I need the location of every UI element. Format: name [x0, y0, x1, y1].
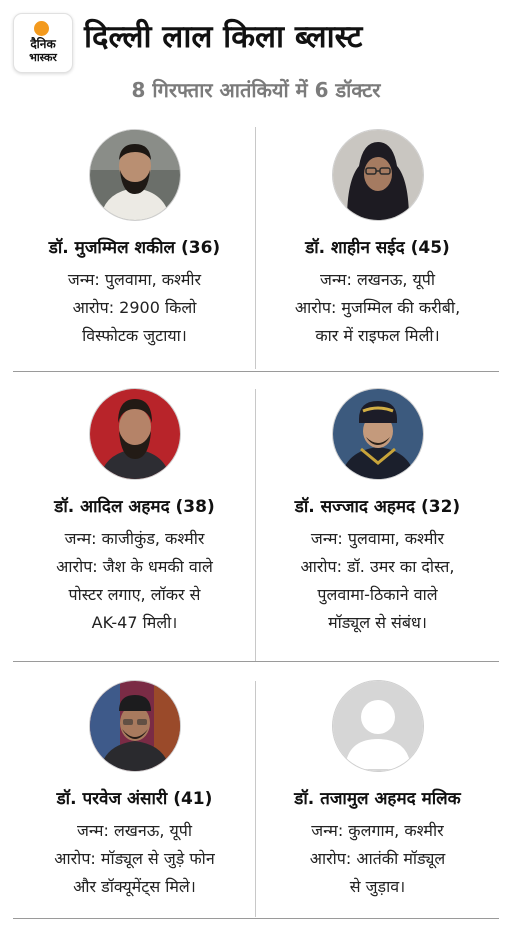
header	[0, 0, 512, 112]
birth-place: जन्म: पुलवामा, कश्मीर	[67, 270, 202, 289]
man-cap-glasses-photo-icon	[89, 680, 181, 772]
profile-details	[256, 525, 499, 637]
woman-hijab-photo-icon	[332, 129, 424, 221]
charge-line: कार में राइफल मिली।	[315, 326, 440, 345]
birth-place: जन्म: लखनऊ, यूपी	[319, 270, 436, 289]
charge-line: आरोप: मुजम्मिल की करीबी,	[294, 298, 461, 317]
man-red-background-photo-icon	[89, 388, 181, 480]
man-beard-photo-icon	[89, 129, 181, 221]
profile-name: डॉ. शाहीन सईद (45)	[305, 238, 450, 258]
profile-name: डॉ. आदिल अहमद (38)	[54, 497, 215, 517]
profile-card	[256, 129, 499, 350]
birth-place: जन्म: काजीकुंड, कश्मीर	[64, 529, 205, 548]
charge-line: आरोप: आतंकी मॉड्यूल	[309, 849, 446, 868]
dainik-bhaskar-logo[interactable]	[13, 13, 73, 73]
profile-name: डॉ. मुजम्मिल शकील (36)	[48, 238, 221, 258]
profile-card	[13, 680, 256, 901]
profile-name: डॉ. सज्जाद अहमद (32)	[294, 497, 461, 517]
birth-place: जन्म: कुलगाम, कश्मीर	[311, 821, 444, 840]
charge-line: आरोप: मॉड्यूल से जुड़े फोन	[54, 849, 215, 868]
default-avatar-placeholder-icon	[332, 680, 424, 772]
profile-details	[13, 266, 256, 350]
birth-place: जन्म: लखनऊ, यूपी	[76, 821, 193, 840]
profile-card	[13, 129, 256, 350]
profile-card	[13, 388, 256, 637]
profile-details	[13, 525, 256, 637]
charge-line: पुलवामा-ठिकाने वाले	[317, 585, 438, 604]
profile-name: डॉ. तजामुल अहमद मलिक	[294, 789, 461, 809]
profiles-grid	[13, 117, 499, 923]
row-divider	[13, 918, 499, 919]
profile-details	[256, 266, 499, 350]
charge-line: आरोप: 2900 किलो	[72, 298, 197, 317]
row-divider	[13, 371, 499, 372]
charge-line: AK-47 मिली।	[91, 613, 178, 632]
profile-card	[256, 388, 499, 637]
logo-text-line2: भास्कर	[29, 51, 57, 64]
page-title: दिल्ली लाल किला ब्लास्ट	[84, 19, 363, 55]
profile-details	[256, 817, 499, 901]
sun-logo-icon	[34, 21, 49, 36]
charge-line: पोस्टर लगाए, लॉकर से	[68, 585, 201, 604]
birth-place: जन्म: पुलवामा, कश्मीर	[310, 529, 445, 548]
charge-line: आरोप: डॉ. उमर का दोस्त,	[300, 557, 455, 576]
charge-line: से जुड़ाव।	[349, 877, 406, 896]
page-subtitle: 8 गिरफ्तार आतंकियों में 6 डॉक्टर	[131, 78, 381, 102]
row-divider	[13, 661, 499, 662]
profile-card	[256, 680, 499, 901]
profile-name: डॉ. परवेज अंसारी (41)	[56, 789, 213, 809]
charge-line: विस्फोटक जुटाया।	[82, 326, 187, 345]
logo-text-line1: दैनिक	[30, 37, 56, 51]
charge-line: मॉड्यूल से संबंध।	[328, 613, 427, 632]
profile-details	[13, 817, 256, 901]
charge-line: और डॉक्यूमेंट्स मिले।	[73, 877, 196, 896]
charge-line: आरोप: जैश के धमकी वाले	[56, 557, 213, 576]
man-turban-photo-icon	[332, 388, 424, 480]
